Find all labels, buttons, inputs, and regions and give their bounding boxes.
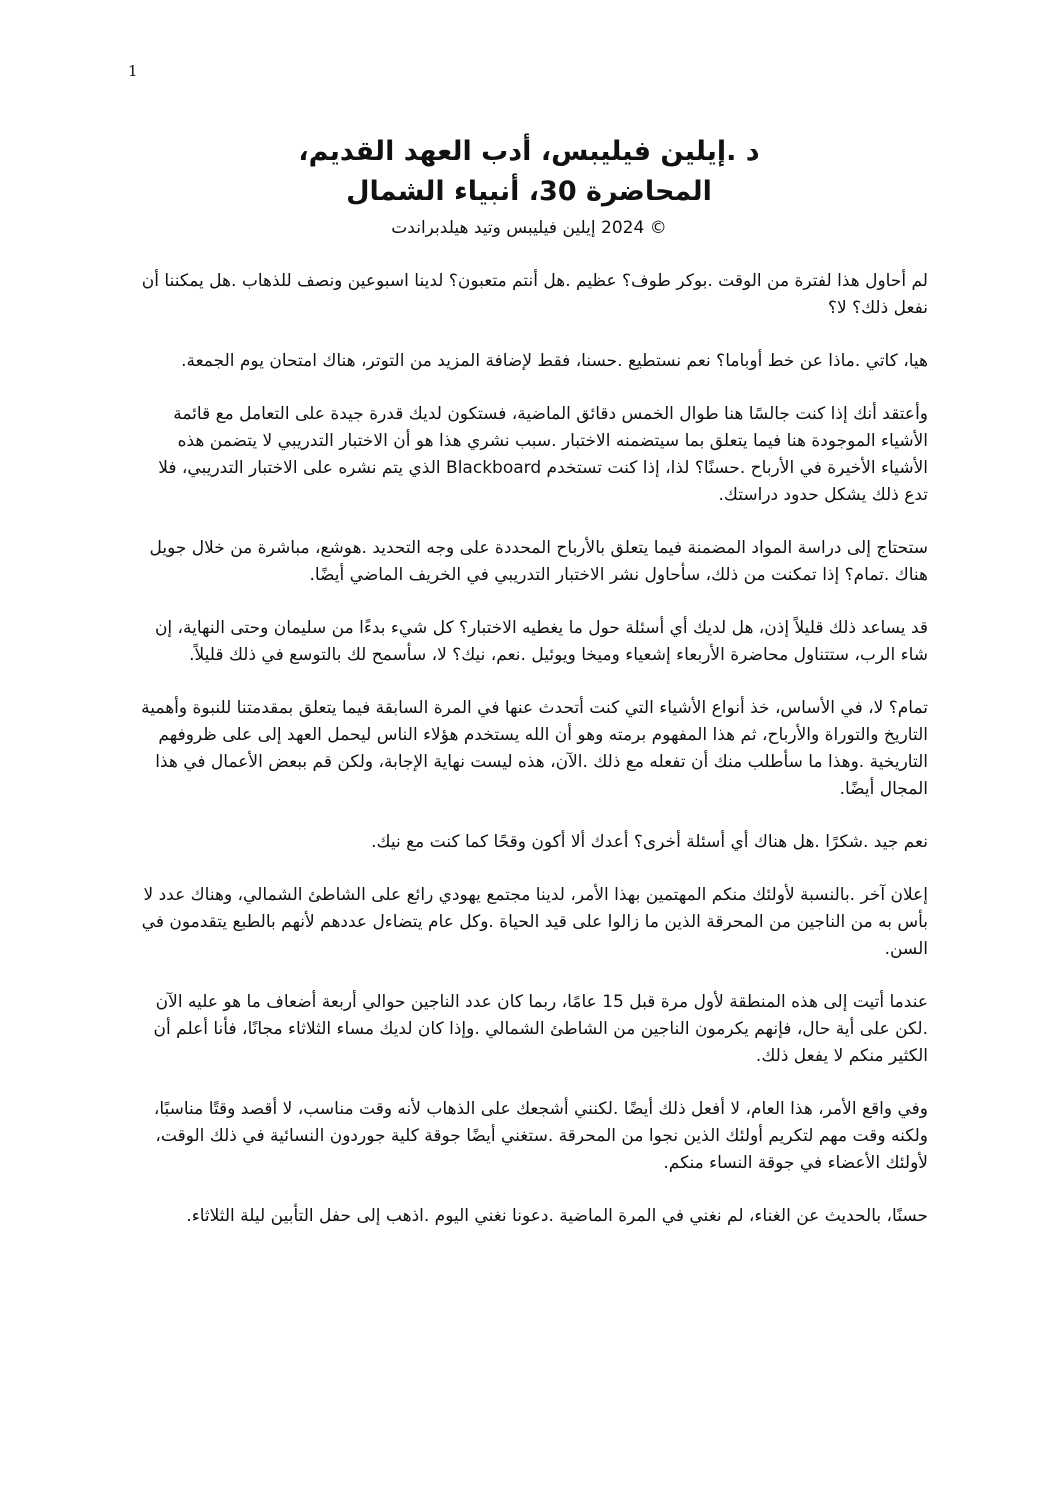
paragraph: ستحتاج إلى دراسة المواد المضمنة فيما يتعلق بالأرباح المحددة على وجه التحديد .هوشع، مباشرة من خلال جويل هناك .تمام؟ إذا تمكنت من ذلك، سأحاول نشر الاختبار التدريبي في الخريف الماضي أيضًا.	[149, 538, 928, 585]
title-line-1: د .إيلين فيليبس، أدب العهد القديم،	[298, 136, 760, 167]
page-number: 1	[128, 62, 138, 80]
paragraph: إعلان آخر .بالنسبة لأولئك منكم المهتمين بهذا الأمر، لدينا مجتمع يهودي رائع على الشاطئ الشمالي، وهناك عدد لا بأس به من الناجين من المحرقة الذين ما زالوا على قيد الحياة .وكل عام يتضاءل عددهم لأنهم بالطبع يتقدمون في السن.	[141, 885, 928, 959]
copyright-line: © 2024 إيلين فيليبس وتيد هيلدبراندت	[391, 218, 667, 238]
paragraph: قد يساعد ذلك قليلاً إذن، هل لديك أي أسئلة حول ما يغطيه الاختبار؟ كل شيء بدءًا من سليمان وحتى النهاية، إن شاء الرب، ستتناول محاضرة الأربعاء إشعياء وميخا ويوئيل .نعم، نيك؟ لا، سأسمح لك بالتوسع في ذلك قليلاً.	[154, 618, 928, 665]
lecture-body	[136, 268, 928, 1256]
paragraph: حسنًا، بالحديث عن الغناء، لم نغني في المرة الماضية .دعونا نغني اليوم .اذهب إلى حفل التأبين ليلة الثلاثاء.	[186, 1206, 928, 1226]
document-header	[120, 132, 938, 242]
paragraph: هيا، كاتي .ماذا عن خط أوباما؟ نعم نستطيع .حسنا، فقط لإضافة المزيد من التوتر، هناك امتحان يوم الجمعة.	[181, 351, 928, 371]
paragraph: تمام؟ لا، في الأساس، خذ أنواع الأشياء التي كنت أتحدث عنها في المرة السابقة فيما يتعلق بمقدمتنا للنبوة وأهمية التاريخ والتوراة والأرباح، ثم هذا المفهوم برمته وهو أن الله يستخدم هؤلاء الناس ليحمل العهد إلى على ظروفهم التاريخية .وهذا ما سأطلب منك أن تفعله مع ذلك .الآن، هذه ليست نهاية الإجابة، ولكن قم ببعض الأعمال في هذا المجال أيضًا.	[141, 698, 928, 799]
title-line-2: المحاضرة 30، أنبياء الشمال	[346, 176, 712, 207]
paragraph: لم أحاول هذا لفترة من الوقت .بوكر طوف؟ عظيم .هل أنتم متعبون؟ لدينا اسبوعين ونصف للذهاب .هل يمكننا أن نفعل ذلك؟ لا؟	[141, 271, 928, 318]
paragraph: وأعتقد أنك إذا كنت جالسًا هنا طوال الخمس دقائق الماضية، فستكون لديك قدرة جيدة على التعامل مع قائمة الأشياء الموجودة هنا فيما يتعلق بما سيتضمنه الاختبار .سبب نشري هذا هو أن الاختبار التدريبي لا يتضمن هذه الأشياء الأخيرة في الأرباح .حسنًا؟ لذا، إذا كنت تستخدم Blackboard الذي يتم نشره على الاختبار التدريبي، فلا تدع ذلك يشكل حدود دراستك.	[158, 404, 928, 505]
paragraph: نعم جيد .شكرًا .هل هناك أي أسئلة أخرى؟ أعدك ألا أكون وقحًا كما كنت مع نيك.	[371, 832, 928, 852]
paragraph: وفي واقع الأمر، هذا العام، لا أفعل ذلك أيضًا .لكنني أشجعك على الذهاب لأنه وقت مناسب، لا أقصد وقتًا مناسبًا، ولكنه وقت مهم لتكريم أولئك الذين نجوا من المحرقة .ستغني أيضًا جوقة كلية جوردون النسائية في ذلك الوقت، لأولئك الأعضاء في جوقة النساء منكم.	[153, 1099, 928, 1173]
paragraph: عندما أتيت إلى هذه المنطقة لأول مرة قبل 15 عامًا، ربما كان عدد الناجين حوالي أربعة أضعاف ما هو عليه الآن .لكن على أية حال، فإنهم يكرمون الناجين من الشاطئ الشمالي .وإذا كان لديك مساء الثلاثاء مجانًا، فأنا أعلم أن الكثير منكم لا يفعل ذلك.	[153, 992, 928, 1066]
